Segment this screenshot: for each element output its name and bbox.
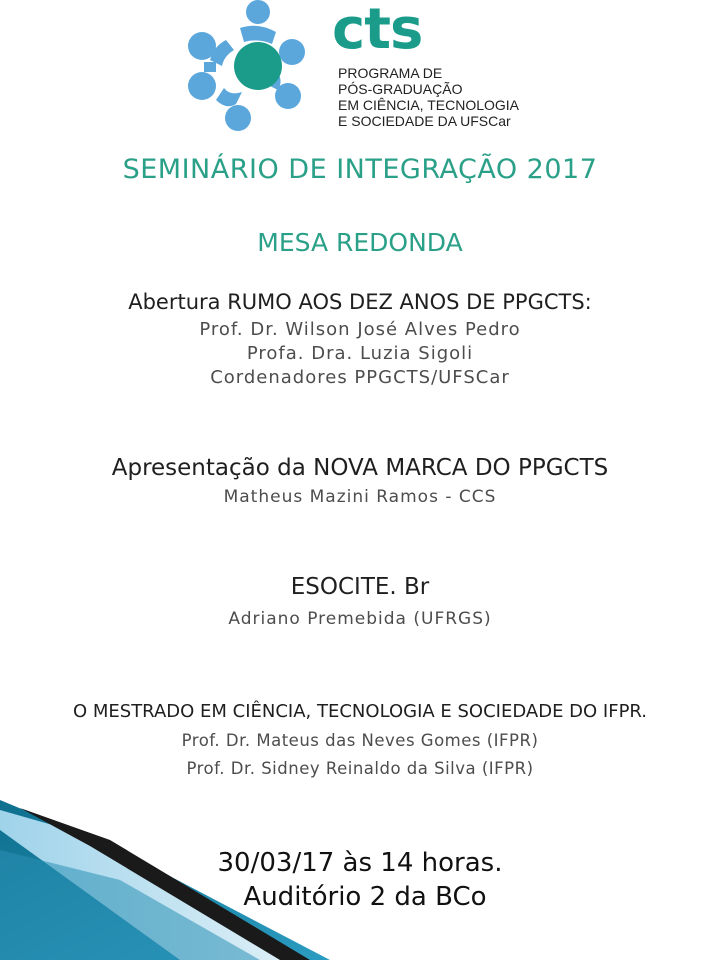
event-date-time: 30/03/17 às 14 horas. bbox=[217, 848, 503, 878]
brand-subtitle-line: E SOCIEDADE DA UFSCar bbox=[338, 113, 511, 129]
brand-name: cts bbox=[332, 0, 423, 62]
section-line: Adriano Premebida (UFRGS) bbox=[228, 609, 492, 629]
event-subtitle: MESA REDONDA bbox=[257, 228, 463, 257]
cts-logo-icon bbox=[180, 0, 330, 140]
section-line: Prof. Dr. Mateus das Neves Gomes (IFPR) bbox=[181, 731, 539, 750]
event-title: SEMINÁRIO DE INTEGRAÇÃO 2017 bbox=[122, 154, 598, 185]
brand-subtitle-line: PROGRAMA DE bbox=[338, 65, 443, 81]
section-heading: Apresentação da NOVA MARCA DO PPGCTS bbox=[111, 455, 609, 481]
section-lines bbox=[0, 318, 720, 390]
section-line: Cordenadores PPGCTS/UFSCar bbox=[210, 367, 510, 388]
brand-subtitle-line: PÓS-GRADUAÇÃO bbox=[338, 81, 463, 97]
section-heading: O MESTRADO EM CIÊNCIA, TECNOLOGIA E SOCIEDADE DO IFPR. bbox=[72, 701, 648, 722]
section-line: Prof. Dr. Wilson José Alves Pedro bbox=[199, 319, 521, 340]
event-location: Auditório 2 da BCo bbox=[243, 882, 487, 912]
brand-subtitle-line: EM CIÊNCIA, TECNOLOGIA bbox=[338, 97, 519, 113]
section-lines bbox=[0, 727, 720, 783]
section-line: Matheus Mazini Ramos - CCS bbox=[223, 487, 497, 507]
brand-subtitle bbox=[338, 65, 519, 129]
section-line: Profa. Dra. Luzia Sigoli bbox=[246, 343, 474, 364]
section-heading: Abertura RUMO AOS DEZ ANOS DE PPGCTS: bbox=[128, 290, 592, 314]
section-heading: ESOCITE. Br bbox=[290, 574, 430, 600]
section-line: Prof. Dr. Sidney Reinaldo da Silva (IFPR) bbox=[186, 759, 534, 778]
